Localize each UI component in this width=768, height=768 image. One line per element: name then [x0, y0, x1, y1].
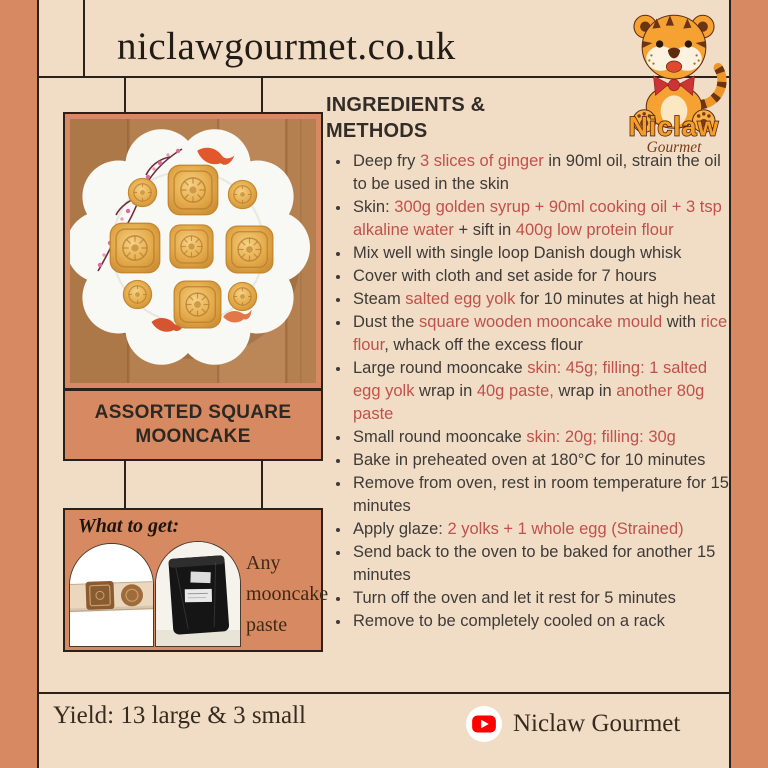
method-step: • Small round mooncake skin: 20g; filling: 30g — [351, 426, 729, 449]
right-border-strip — [731, 0, 768, 768]
mooncake-plate-photo — [70, 119, 316, 383]
left-border-strip — [0, 0, 37, 768]
method-step: • Apply glaze: 2 yolks + 1 whole egg (Strained) — [351, 518, 729, 541]
mooncake-paste-package-icon — [156, 542, 241, 647]
method-step: • Bake in preheated oven at 180°C for 10 minutes — [351, 449, 729, 472]
brand-sub-wordmark: Gourmet — [646, 138, 702, 156]
connector-line — [124, 461, 126, 508]
method-step: • Dust the square wooden mooncake mould with rice flour, whack off the excess flour — [351, 311, 729, 357]
methods-list — [330, 150, 729, 633]
recipe-title: ASSORTED SQUARE MOONCAKE — [94, 402, 292, 447]
methods-heading: INGREDIENTS & METHODS — [326, 94, 486, 142]
mould-photo-arch — [69, 543, 154, 647]
method-step: • Mix well with single loop Danish dough whisk — [351, 242, 729, 265]
method-step: • Turn off the oven and let it rest for 5 minutes — [351, 587, 729, 610]
yield-text: Yield: 13 large & 3 small — [53, 702, 306, 729]
recipe-title-box — [63, 389, 323, 461]
youtube-play-icon — [465, 705, 503, 743]
channel-name: Niclaw Gourmet — [513, 710, 681, 737]
method-step: • Skin: 300g golden syrup + 90ml cooking oil + 3 tsp alkaline water + sift in 400g low protein flour — [351, 196, 729, 242]
tiger-mascot-icon — [612, 4, 736, 156]
mooncake-photo-frame — [63, 112, 323, 390]
footer-divider — [39, 692, 729, 694]
what-to-get-label: What to get: — [78, 515, 180, 537]
youtube-channel — [465, 705, 680, 743]
brand-logo — [612, 4, 736, 156]
what-to-get-box — [63, 508, 329, 652]
connector-line — [261, 461, 263, 508]
method-step: • Steam salted egg yolk for 10 minutes at high heat — [351, 288, 729, 311]
title-left-line — [83, 0, 85, 77]
method-step: • Cover with cloth and set aside for 7 hours — [351, 265, 729, 288]
connector-line — [261, 78, 263, 112]
method-step: • Remove from oven, rest in room temperature for 15 minutes — [351, 472, 729, 518]
method-step: • Large round mooncake skin: 45g; filling: 1 salted egg yolk wrap in 40g paste, wrap in another 80g paste — [351, 357, 729, 426]
connector-line — [124, 78, 126, 112]
what-to-get-note: Any mooncake paste — [246, 552, 329, 636]
paste-photo-arch — [155, 541, 241, 647]
method-step: • Send back to the oven to be baked for another 15 minutes — [351, 541, 729, 587]
method-step: • Deep fry 3 slices of ginger in 90ml oil, strain the oil to be used in the skin — [351, 150, 729, 196]
left-frame-line — [37, 0, 39, 768]
wooden-mould-icon — [70, 544, 154, 647]
method-step: • Remove to be completely cooled on a rack — [351, 610, 729, 633]
brand-wordmark: Niclaw — [628, 111, 720, 142]
site-title: niclawgourmet.co.uk — [117, 25, 456, 68]
